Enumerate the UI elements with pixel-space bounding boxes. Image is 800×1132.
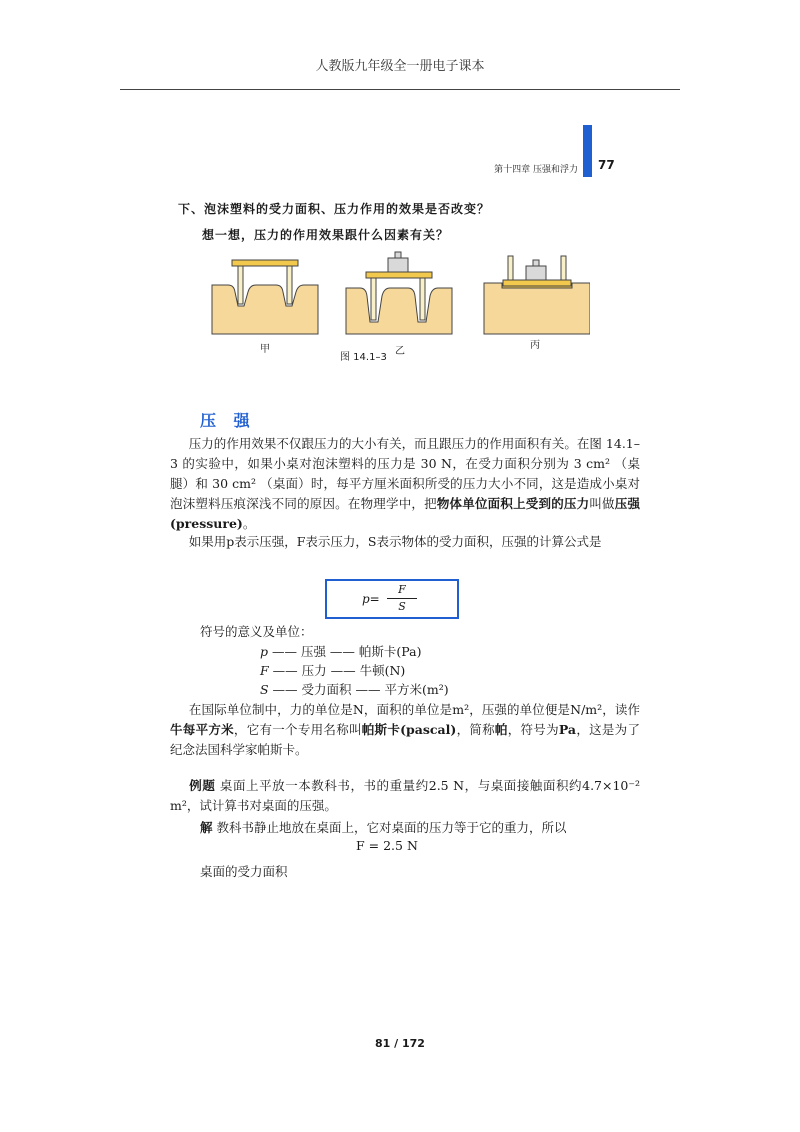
question-line-2: 想一想，压力的作用效果跟什么因素有关？ bbox=[202, 228, 450, 242]
solution-line: 解 教科书静止地放在桌面上，它对桌面的压力等于它的重力，所以 bbox=[200, 820, 567, 835]
unit-line-force: F —— 压力 —— 牛顿(N) bbox=[260, 663, 406, 678]
chapter-tab-bar bbox=[583, 125, 592, 177]
pressure-formula-box bbox=[325, 579, 459, 619]
fraction-bar bbox=[387, 598, 417, 599]
support-area-line: 桌面的受力面积 bbox=[200, 864, 288, 879]
paragraph-pressure-definition: 压力的作用效果不仅跟压力的大小有关，而且跟压力的作用面积有关。在图 14.1–3 的实验中，如果小桌对泡沫塑料的压力是 30 N，在受力面积分别为 3 cm² （桌腿）和 30 cm² （桌面）时，每平方厘米面积所受的压力大小不同，这是造成小桌对泡沫塑料压痕深浅不同的原因。在物理学中，把物体单位面积上受到的压力叫做压强(pressure)。 bbox=[170, 436, 640, 531]
unit-line-area: S —— 受力面积 —— 平方米(m²) bbox=[260, 682, 449, 697]
paragraph-formula-intro: 如果用p表示压强，F表示压力，S表示物体的受力面积，压强的计算公式是 bbox=[188, 534, 602, 549]
pdf-page-indicator: 81 / 172 bbox=[375, 1037, 425, 1050]
units-title: 符号的意义及单位： bbox=[200, 624, 313, 639]
header-rule bbox=[120, 89, 680, 90]
document-title: 人教版九年级全一册电子课本 bbox=[315, 59, 485, 74]
example-problem: 例题 桌面上平放一本教科书，书的重量约2.5 N，与桌面接触面积约4.7×10⁻² m²，试计算书对桌面的压强。 bbox=[170, 778, 640, 813]
formula-denominator: S bbox=[398, 600, 406, 613]
section-title: 压 强 bbox=[200, 411, 256, 430]
figure-label-bing: 丙 bbox=[530, 340, 540, 351]
figure-label-jia: 甲 bbox=[260, 344, 270, 355]
figure-caption: 图 14.1–3 bbox=[340, 352, 387, 363]
experiment-illustration bbox=[210, 250, 590, 350]
book-page-number: 77 bbox=[598, 158, 615, 172]
question-line-1: 下、泡沫塑料的受力面积、压力作用的效果是否改变？ bbox=[178, 202, 491, 216]
figure-label-yi: 乙 bbox=[395, 346, 405, 357]
formula-lhs: p= bbox=[362, 592, 380, 606]
figure-14-1-3 bbox=[210, 250, 590, 360]
unit-line-pressure: p —— 压强 —— 帕斯卡(Pa) bbox=[260, 644, 422, 659]
force-equation: F = 2.5 N bbox=[356, 838, 418, 853]
formula-numerator: F bbox=[398, 583, 406, 596]
textbook-page bbox=[170, 122, 640, 902]
paragraph-pascal-unit: 在国际单位制中，力的单位是N，面积的单位是m²，压强的单位便是N/m²，读作牛每平方米，它有一个专用名称叫帕斯卡(pascal)，简称帕，符号为Pa，这是为了纪念法国科学家帕斯卡。 bbox=[170, 702, 640, 757]
running-head: 第十四章 压强和浮力 bbox=[494, 165, 578, 175]
